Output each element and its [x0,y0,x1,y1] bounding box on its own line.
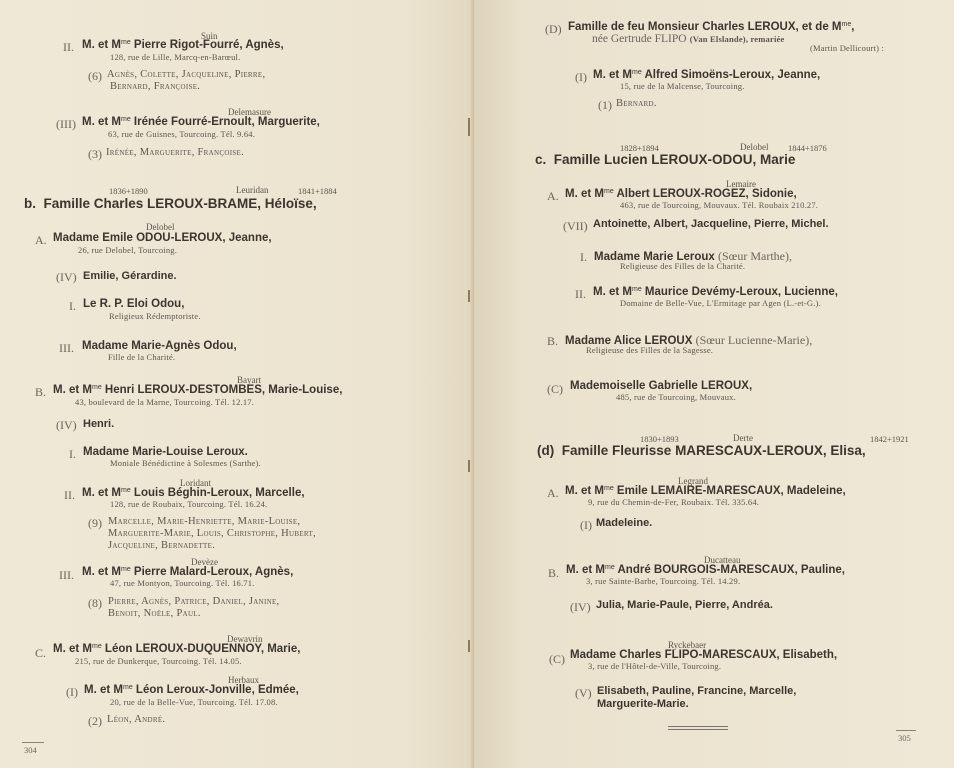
entry-name: Famille de feu Monsieur Charles LEROUX, et de $M^{me}$, [568,21,855,33]
maiden-name: Ducatteau [704,555,741,565]
entry-number: A. [35,233,47,247]
children-count: (I) [580,518,592,532]
children-list: Jacqueline, Bernadette. [108,540,216,551]
page-number: 304 [24,745,37,755]
children-count: (V) [575,686,592,700]
entry-name: M. et $M^{me}$ Léon Leroux-Jonville, Edmée, [84,684,299,696]
entry-address: 3, rue Sainte-Barbe, Tourcoing. Tél. 14.29. [586,576,741,586]
entry-address: 15, rue de la Malcense, Tourcoing. [620,81,745,91]
maiden-name: Leuridan [236,185,269,195]
children-list: Irénée, Marguerite, Françoise. [106,147,245,158]
children-count: (IV) [56,270,77,284]
entry-name: Madame Alice LEROUX (Sœur Lucienne-Marie), [565,333,813,347]
page-number-rule [22,742,44,743]
binding-mark [468,118,470,136]
maiden-name: Legrand [678,476,708,486]
maiden-name: Lemaire [726,179,756,189]
entry-number: III. [59,341,74,355]
entry-name: M. et $M^{me}$ Henri LEROUX-DESTOMBES, Marie-Louise, [53,384,343,396]
entry-address: Moniale Bénédictine à Solesmes (Sarthe). [110,458,261,468]
maiden-name: Delobel [740,142,769,152]
entry-address: Religieuse des Filles de la Sagesse. [586,345,714,355]
binding-mark [468,640,470,652]
entry-number: (III) [56,117,76,131]
entry-name: Mademoiselle Gabrielle LEROUX, [570,380,753,392]
binding-mark [468,460,470,472]
entry-name: M. et $M^{me}$ Irénée Fourré-Ernoult, Marguerite, [82,116,320,128]
entry-address: 47, rue Montyon, Tourcoing. Tél. 16.71. [110,578,255,588]
end-rule [668,729,728,730]
entry-name: M. et $M^{me}$ Albert LEROUX-ROGEZ, Sidonie, [565,188,797,200]
entry-name: Madame Charles FLIPO-MARESCAUX, Elisabeth, [570,649,838,661]
children-list: Madeleine. [596,517,653,529]
entry-address: 20, rue de la Belle-Vue, Tourcoing. Tél. 17.08. [110,697,278,707]
children-count: (2) [88,714,102,728]
entry-name: M. et $M^{me}$ Léon LEROUX-DUQUENNOY, Marie, [53,643,301,655]
children-list: Julia, Marie-Paule, Pierre, Andréa. [596,599,773,611]
entry-address: 63, rue de Guisnes, Tourcoing. Tél. 9.64. [108,129,256,139]
maiden-name: Devèze [191,557,218,567]
entry-number: (I) [66,685,78,699]
entry-number: I. [69,447,76,461]
entry-name: M. et $M^{me}$ Emile LEMAIRE-MARESCAUX, Madeleine, [565,485,846,497]
entry-address: 43, boulevard de la Marne, Tourcoing. Tél. 12.17. [75,397,255,407]
birth-death-dates: 1830+1893 [640,434,679,444]
entry-address: Religieuse des Filles de la Charité. [620,261,746,271]
entry-name: M. et $M^{me}$ Pierre Malard-Leroux, Agnès, [82,566,294,578]
entry-number: C. [35,646,47,660]
entry-name: M. et $M^{me}$ Pierre Rigot-Fourré, Agnès, [82,39,284,51]
entry-address: 3, rue de l'Hôtel-de-Ville, Tourcoing. [588,661,722,671]
entry-address: 9, rue du Chemin-de-Fer, Roubaix. Tél. 335.64. [588,497,760,507]
children-count: (8) [88,596,102,610]
birth-death-dates: 1844+1876 [788,143,827,153]
entry-address: 215, rue de Dunkerque, Tourcoing. Tél. 14.05. [75,656,242,666]
maiden-name: Loridant [180,478,211,488]
entry-address: Religieux Rédemptoriste. [109,311,201,321]
children-list: Agnès, Colette, Jacqueline, Pierre, [107,69,266,80]
children-count: (1) [598,98,612,112]
entry-number: A. [547,189,559,203]
children-count: (VII) [563,219,588,233]
entry-name: Madame Marie-Louise Leroux. [83,446,248,458]
maiden-name: Dewavrin [227,634,263,644]
entry-name: M. et $M^{me}$ Maurice Devémy-Leroux, Lucienne, [593,286,838,298]
end-rule [668,726,728,727]
binding-mark [468,290,470,302]
entry-address: 26, rue Delobel, Tourcoing. [78,245,178,255]
entry-address: 128, rue de Roubaix, Tourcoing. Tél. 16.24. [110,499,268,509]
children-count: (9) [88,516,102,530]
children-list: Léon, André. [107,714,166,725]
entry-name: M. et $M^{me}$ Alfred Simoëns-Leroux, Jeanne, [593,69,821,81]
entry-name: Madame Marie-Agnès Odou, [82,340,237,352]
left-page [0,0,474,768]
children-list: Emilie, Gérardine. [83,270,177,282]
children-list: Bernard, Françoise. [110,81,201,92]
right-page [474,0,954,768]
maiden-name: Herbaux [228,675,259,685]
entry-address: Domaine de Belle-Vue, L'Ermitage par Agen (L.-et-G.). [620,298,821,308]
children-count: (6) [88,69,102,83]
entry-name: M. et $M^{me}$ Louis Béghin-Leroux, Marcelle, [82,487,305,499]
entry-number: B. [548,566,560,580]
children-list: Pierre, Agnès, Patrice, Daniel, Janine, [108,596,280,607]
children-count: (3) [88,147,102,161]
maiden-name: Suin [201,31,218,41]
entry-number: II. [575,287,586,301]
entry-number: II. [63,40,74,54]
entry-name: Le R. P. Eloi Odou, [83,298,185,310]
maiden-name: Delemasure [228,107,271,117]
entry-address: 128, rue de Lille, Marcq-en-Barœul. [110,52,241,62]
family-heading: (d) Famille Fleurisse MARESCAUX-LEROUX, Elisa, [537,443,866,458]
entry-number: III. [59,568,74,582]
birth-death-dates: 1836+1890 [109,186,148,196]
children-list: Antoinette, Albert, Jacqueline, Pierre, Michel. [593,218,829,230]
children-list: Marguerite-Marie. [597,698,689,710]
birth-death-dates: 1841+1884 [298,186,337,196]
children-list: Henri. [83,418,115,430]
birth-death-dates: 1828+1894 [620,143,659,153]
page-number: 305 [898,733,911,743]
family-heading: c. Famille Lucien LEROUX-ODOU, Marie [535,152,796,167]
maiden-name: Delobel [146,222,175,232]
entry-number: A. [547,486,559,500]
entry-name: Madame Marie Leroux (Sœur Marthe), [594,249,792,263]
entry-number: (D) [545,22,562,36]
children-list: Marguerite-Marie, Louis, Christophe, Hubert, [108,528,316,539]
page-number-rule [896,730,916,731]
entry-number: B. [35,385,47,399]
entry-number: (C) [549,652,565,666]
children-count: (IV) [56,418,77,432]
entry-name: Madame Emile ODOU-LEROUX, Jeanne, [53,232,272,244]
maiden-name: Ryckebaer [668,640,707,650]
children-count: (IV) [570,600,591,614]
entry-name: M. et $M^{me}$ André BOURGOIS-MARESCAUX, Pauline, [566,564,845,576]
entry-number: I. [69,299,76,313]
entry-address: 463, rue de Tourcoing, Mouvaux. Tél. Roubaix 210.27. [620,200,819,210]
entry-number: II. [64,488,75,502]
entry-address: 485, rue de Tourcoing, Mouvaux. [616,392,736,402]
family-heading: b. Famille Charles LEROUX-BRAME, Héloïse, [24,196,317,211]
entry-address: Fille de la Charité. [108,352,176,362]
entry-number: B. [547,334,559,348]
maiden-name: Derte [733,433,753,443]
maiden-name: Bayart [237,375,261,385]
entry-number: (C) [547,382,563,396]
entry-name-cont: née Gertrude FLIPO (Van Elslande), remariée [592,33,785,45]
children-list: Elisabeth, Pauline, Francine, Marcelle, [597,685,797,697]
entry-number: (I) [575,70,587,84]
entry-number: I. [580,250,587,264]
birth-death-dates: 1842+1921 [870,434,909,444]
children-list: Bernard. [616,98,657,109]
children-list: Benoit, Noële, Paul. [108,608,201,619]
children-list: Marcelle, Marie-Henriette, Marie-Louise, [108,516,301,527]
entry-address: (Martin Dellicourt) : [810,43,885,53]
